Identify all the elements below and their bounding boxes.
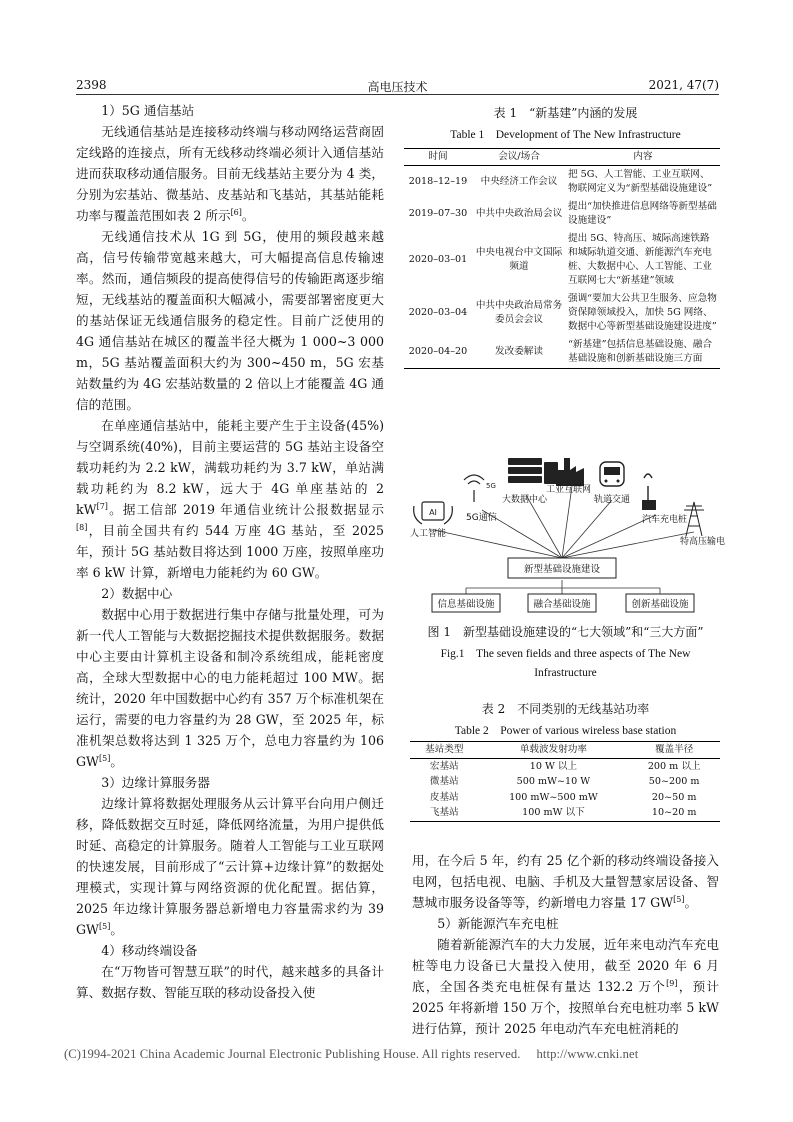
table-new-infrastructure — [404, 148, 720, 369]
table-row — [404, 336, 720, 369]
cell-type: 飞基站 — [410, 805, 479, 821]
aspect-label: 融合基础设施 — [533, 599, 591, 610]
citation: [5] — [673, 894, 685, 904]
cell-content: 强调“要加大公共卫生服务、应急物资保障领域投入，加快 5G 网络、数据中心等新型基础设施建设进度” — [568, 293, 717, 332]
section-title: 3）边缘计算服务器 — [101, 775, 210, 790]
cell-content: 把 5G、人工智能、工业互联网、物联网定义为“新型基础设施建设” — [568, 169, 713, 194]
server-rack-icon — [508, 458, 558, 484]
aspect-label: 信息基础设施 — [437, 599, 495, 610]
field-label: 工业互联网 — [546, 485, 592, 495]
cell-radius: 50~200 m — [648, 776, 700, 787]
column-header: 基站类型 — [410, 742, 479, 759]
cell-meeting: 发改委解读 — [472, 336, 566, 369]
right-column-text — [412, 850, 719, 1039]
ai-icon — [414, 502, 453, 524]
antenna-5g-icon — [464, 475, 496, 502]
citation: [7] — [96, 501, 108, 511]
table-row — [410, 790, 720, 806]
train-icon — [600, 462, 624, 486]
table-row — [410, 774, 720, 790]
paragraph: 边缘计算将数据处理服务从云计算平台向用户侧迁移，降低数据交互时延，降低网络流量，为用户提供低时延、高稳定的计算服务。随着人工智能与工业互联网的快速发展，目前形成了“云计算+边缘计算”的数据处理模式，实现计算与网络资源的优化配置。据估算，2025 年边缘计算服务器总新增电力容量需求约为 39 GW[5]。 — [76, 796, 384, 937]
cell-radius: 200 m 以上 — [647, 760, 701, 772]
table-row — [410, 758, 720, 774]
paragraph: 无线通信技术从 1G 到 5G，使用的频段越来越高，信号传输带宽越来越大，可大幅提高信息传输速率。然而，通信频段的提高使得信号的传输距离逐步缩短，无线基站的覆盖面积大幅减小，需要部署密度更大的基站保证无线通信服务的稳定性。目前广泛使用的 4G 通信基站在城区的覆盖半径大概为 1 000~3 000 m，5G 基站覆盖面积大约为 300~450 m，5G 宏基站数量约为 4G 宏基站数量的 2 倍以上才能覆盖 4G 通信的范围。 — [76, 229, 384, 412]
field-label: 轨道交通 — [594, 495, 631, 505]
cell-type: 宏基站 — [429, 760, 459, 772]
figure-diagram — [404, 440, 726, 620]
field-labels — [410, 483, 725, 547]
paragraph: 在单座通信基站中，能耗主要产生于主设备(45%)与空调系统(40%)，目前主要运营的 5G 基站主设备空载功耗约为 2.2 kW，满载功耗约为 3.7 kW，单站满载功耗约为 8.2 kW，远大于 4G 单座基站的 2 kW[7]。据工信部 2019 年通信业统计公报数据显示[8]，目前全国共有约 544 万座 4G 基站，至 2025 年，预计 5G 基站数目将达到 1000 万座，按照单座功率 6 kW 计算，新增电力能耗约为 60 GW。 — [76, 418, 384, 580]
field-label: 汽车充电桩 — [642, 515, 688, 525]
table-row — [404, 290, 720, 336]
center-label: 新型基础设施建设 — [523, 564, 601, 575]
journal-name: 高电压技术 — [367, 80, 428, 94]
cell-meeting: 中央经济工作会议 — [480, 176, 558, 187]
paragraph: 数据中心用于数据进行集中存储与批量处理，可为新一代人工智能与大数据挖掘技术提供数据服务。数据中心主要由计算机主设备和制冷系统组成，能耗密度高，全球大型数据中心的电力能耗超过 100 MW。据统计，2020 年中国数据中心约有 357 万个标准机架在运行，需要的电力容量约为 28 GW，至 2025 年，标准机架总数将达到 1 325 万个，总电力容量约为 106 GW[5]。 — [76, 607, 384, 769]
field-label: 大数据中心 — [502, 495, 548, 505]
cell-radius: 10~20 m — [628, 805, 720, 821]
section-title: 5）新能源汽车充电桩 — [437, 916, 559, 931]
paragraph: 在“万物皆可智慧互联”的时代，越来越多的具备计算、数据存数、智能互联的移动设备投入使 — [76, 964, 384, 1000]
cell-type: 皮基站 — [429, 791, 459, 803]
cell-type: 微基站 — [429, 776, 459, 787]
cell-radius: 20~50 m — [651, 791, 697, 803]
page-header — [76, 78, 719, 95]
paragraph: 用，在今后 5 年，约有 25 亿个新的移动终端设备接入电网，包括电视、电脑、手机及大量智慧家居设备、智慧城市服务设备等等，约新增电力容量 17 GW[5]。 — [412, 853, 719, 910]
citation: [9] — [666, 978, 678, 988]
column-header: 单载波发射功率 — [479, 742, 629, 759]
figure-caption-en: Fig.1 The seven fields and three aspects of The New — [440, 648, 691, 660]
aspect-label: 创新基础设施 — [631, 599, 689, 610]
cell-power: 100 mW~500 mW — [509, 791, 598, 803]
section-title: 1）5G 通信基站 — [101, 103, 195, 118]
column-header: 时间 — [404, 149, 472, 166]
factory-icon — [556, 458, 584, 486]
column-header: 会议/场合 — [472, 149, 566, 166]
cell-date: 2018–12–19 — [408, 176, 468, 187]
cell-date: 2019–07–30 — [408, 208, 468, 219]
citation: [6] — [230, 207, 242, 217]
cell-meeting: 中央电视台中文国际频道 — [475, 247, 563, 272]
column-header: 内容 — [566, 149, 720, 166]
cell-date: 2020–03–01 — [408, 254, 468, 265]
cell-date: 2020–03–04 — [408, 307, 468, 318]
paragraph: 无线通信基站是连接移动终端与移动网络运营商固定线路的连接点，所有无线移动终端必须计入通信基站进而获取移动通信服务。目前无线基站主要分为 4 类，分别为宏基站、微基站、皮基站和飞基站，其基站能耗功率与覆盖范围如表 2 所示[6]。 — [76, 124, 384, 223]
figure-caption-cn: 图 1 新型基础设施建设的“七大领域”和“三大方面” — [427, 625, 704, 639]
table-row — [410, 805, 720, 821]
cell-content: “新基建”包括信息基础设施、融合基础设施和创新基础设施三方面 — [566, 336, 720, 369]
field-label: 人工智能 — [410, 529, 447, 539]
section-title: 2）数据中心 — [101, 586, 173, 601]
table1-caption-en: Table 1 Development of The New Infrastructure — [450, 129, 681, 141]
cell-power: 100 mW 以下 — [479, 805, 629, 821]
table2-caption-en: Table 2 Power of various wireless base station — [454, 725, 677, 737]
cell-content: 提出“加快推进信息网络等新型基础设施建设” — [568, 201, 717, 226]
table-base-station-power — [410, 741, 720, 822]
issue-info: 2021, 47(7) — [648, 78, 719, 92]
citation: [5] — [99, 753, 111, 763]
ev-charger-icon — [642, 474, 656, 510]
citation: [5] — [99, 921, 111, 931]
cell-content: 提出 5G、特高压、城际高速铁路和城际轨道交通、新能源汽车充电桩、大数据中心、人工智能、工业互联网七大“新基建”领域 — [568, 233, 712, 286]
table2-caption-cn: 表 2 不同类别的无线基站功率 — [481, 702, 650, 716]
svg-text:5G: 5G — [486, 482, 496, 490]
field-label: 5G通信 — [466, 513, 497, 523]
field-label: 特高压输电 — [680, 537, 726, 547]
section-title: 4）移动终端设备 — [101, 943, 198, 958]
svg-text:AI: AI — [429, 508, 437, 517]
left-column — [76, 100, 384, 1003]
copyright-footer: (C)1994-2021 China Academic Journal Electronic Publishing House. All rights reserved. http://www.cnki.net — [64, 1047, 639, 1061]
table-row — [404, 166, 720, 199]
cell-power: 500 mW~10 W — [516, 776, 591, 787]
cell-meeting: 中共中央政治局会议 — [475, 208, 563, 219]
paragraph: 随着新能源汽车的大力发展，近年来电动汽车充电桩等电力设备已大量投入使用，截至 2020 年 6 月底，全国各类充电桩保有量达 132.2 万个[9]，预计 2025 年将新增 150 万个，按照单台充电桩功率 5 kW 进行估算，预计 2025 年电动汽车充电桩消耗的 — [412, 937, 720, 1036]
figure-caption-en-2: Infrastructure — [534, 667, 597, 679]
table-row — [404, 198, 720, 230]
figure-seven-fields — [404, 440, 726, 620]
column-header: 覆盖半径 — [628, 742, 720, 759]
page-number: 2398 — [76, 78, 107, 92]
table-row — [404, 230, 720, 290]
cell-power: 10 W 以上 — [529, 760, 578, 772]
cell-meeting: 中共中央政治局常务委员会会议 — [475, 300, 563, 325]
cell-date: 2020–04–20 — [404, 336, 472, 369]
table1-caption-cn: 表 1 “新基建”内涵的发展 — [493, 106, 638, 120]
citation: [8] — [76, 522, 88, 532]
